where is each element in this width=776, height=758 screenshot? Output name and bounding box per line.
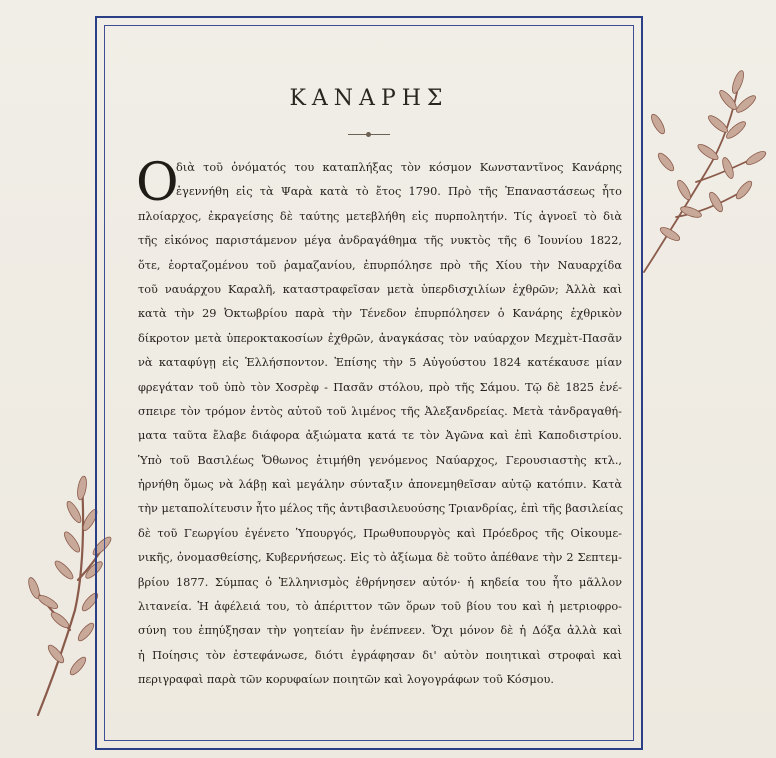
title-ornament [348,134,390,135]
text-line: βρίου 1877. Σύμπας ὁ Ἑλληνισμὸς ἐθρήνησεν αὐτόν· ἡ κηδεία του ἦτο μᾶλλον [138,575,622,589]
text-line: τὴν μεταπολίτευσιν ἦτο μέλος τῆς ἀντιβασιλευούσης Τριανδρίας, ἐπὶ τῆς βασιλείας [138,502,624,516]
text-line: νικῆς, ὀνομασθείσης, Κυβερνήσεως. Εἰς τὸ ἀξίωμα δὲ τοῦτο ἀπέθανε τὴν 2 Σεπτεμ- [138,551,622,565]
text-line: τοῦ ναυάρχου Καραλῆ, καταστραφεῖσαν μετὰ ὑπερδισχιλίων ἐχθρῶν; Ἀλλὰ καὶ [138,282,622,296]
text-line: σπειρε τὸν τρόμον ἐντὸς αὐτοῦ τοῦ λιμένος τῆς Ἀλεξανδρείας. Μετὰ τἀνδραγαθή- [138,404,622,418]
text-line: τῆς εἰκόνος παριστάμενον μέγα ἀνδραγάθημα τῆς νυκτὸς τῆς 6 Ἰουνίου 1822, [138,234,622,248]
text-line: ἐγεννήθη εἰς τὰ Ψαρὰ κατὰ τὸ ἔτος 1790. Πρὸ τῆς Ἐπαναστάσεως ἦτο [176,185,622,199]
text-line: νὰ καταφύγῃ εἰς Ἑλλήσποντον. Ἐπίσης τὴν 5 Αὐγούστου 1824 κατέκαυσε μίαν [138,356,622,370]
olive-branch-icon [636,62,776,282]
text-line: σύνη του ἐπηύξησαν τὴν γοητείαν ἣν ἐνέπνεεν. Ὄχι μόνον δὲ ἡ Δόξα ἀλλὰ καὶ [138,624,622,638]
text-line: κατὰ τὴν 29 Ὀκτωβρίου παρὰ τὴν Τένεδον ἐπυρπόλησεν ὁ Κανάρης ἐχθρικὸν [138,307,622,321]
text-line: πλοίαρχος, ἐκραγείσης δὲ ταύτης μετεβλήθη εἰς πυρπολητήν. Τίς ἀγνοεῖ τὸ διὰ [138,209,622,223]
text-line: διὰ τοῦ ὀνόματός του καταπλήξας τὸν κόσμον Κωνσταντῖνος Κανάρης [176,161,622,174]
text-line: Ὑπὸ τοῦ Βασιλέως Ὄθωνος ἐτιμήθη γενόμενος Ναύαρχος, Γερουσιαστὴς κτλ., [138,453,622,467]
text-line: ἡ Ποίησις τὸν ἐστεφάνωσε, διότι ἐγράφησαν δι' αὐτὸν ποιητικαὶ στροφαὶ καὶ [138,648,622,662]
text-line: δίκροτον μετὰ ὑπεροκτακοσίων ἐχθρῶν, ἀναγκάσας τὸν ναύαρχον Μεχμὲτ-Πασᾶν [138,331,622,345]
text-line: ὅτε, ἑορταζομένου τοῦ ῥαμαζανίου, ἐπυρπόλησε πρὸ τῆς Χίου τὴν Ναυαρχίδα [138,258,622,272]
text-line: δὲ τοῦ Γεωργίου ἐγένετο Ὑπουργός, Πρωθυπουργὸς καὶ Πρόεδρος τῆς Οἰκουμε- [138,526,622,540]
page-title: ΚΑΝΑΡΗΣ [289,86,449,111]
text-line: ἠρνήθη ὅμως νὰ λάβῃ καὶ μεγάλην σύνταξιν ἀπονεμηθεῖσαν αὐτῷ κατόπιν. Κατὰ [138,478,622,492]
drop-cap: Ο [136,153,179,213]
text-line: περιγραφαὶ παρὰ τῶν κορυφαίων ποιητῶν καὶ λογογράφων τοῦ Κόσμου. [138,673,555,687]
text-line: φρεγάταν τοῦ ὑπὸ τὸν Χοσρὲφ - Πασᾶν στόλου, πρὸ τῆς Σάμου. Τῷ δὲ 1825 ἐνέ- [138,380,622,394]
text-line: λιτανεία. Ἡ ἀφέλειά του, τὸ ἀπέριττον τῶν ὅρων τοῦ βίου του καὶ ἡ μετριοφρο- [138,600,622,614]
text-line: ματα ταῦτα ἔλαβε διάφορα ἀξιώματα κατά τε τὸν Ἀγῶνα καὶ ἐπὶ Καποδιστρίου. [138,429,622,443]
biography-text [136,153,624,693]
